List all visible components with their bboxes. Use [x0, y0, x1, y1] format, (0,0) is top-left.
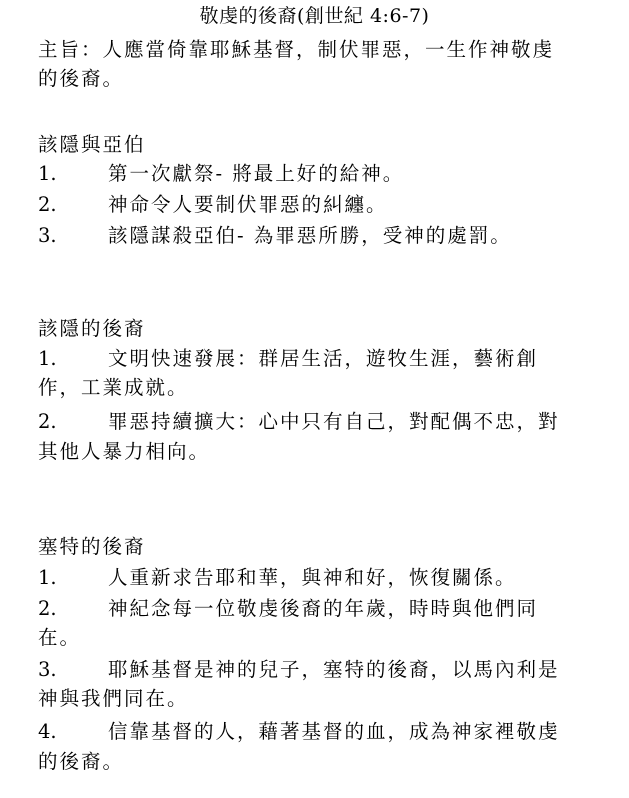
section-heading-cain-abel: 該隱與亞伯	[38, 133, 146, 156]
list-item-continuation: 其他人暴力相向。	[38, 440, 211, 463]
list-item-number: 4.	[38, 720, 57, 743]
list-item-text: 該隱謀殺亞伯- 為罪惡所勝，受神的處罰。	[108, 224, 512, 247]
list-item-text: 神紀念每一位敬虔後裔的年歲，時時與他們同	[108, 597, 539, 620]
list-item-number: 3.	[38, 224, 57, 247]
theme-line-1: 主旨：人應當倚靠耶穌基督，制伏罪惡，一生作神敬虔	[38, 38, 555, 61]
list-item-number: 3.	[38, 658, 57, 681]
list-item-number: 1.	[38, 566, 57, 589]
list-item-number: 2.	[38, 597, 57, 620]
list-item	[38, 221, 616, 250]
list-item-text: 文明快速發展：群居生活，遊牧生涯，藝術創	[108, 347, 539, 370]
list-item	[38, 190, 616, 219]
list-item-continuation: 的後裔。	[38, 750, 125, 773]
list-item-number: 2.	[38, 193, 57, 216]
list-item-continuation: 在。	[38, 626, 82, 649]
list-item-text: 第一次獻祭- 將最上好的給神。	[108, 162, 405, 185]
list-item-continuation: 神與我們同在。	[38, 687, 189, 710]
list-item-continuation: 作，工業成就。	[38, 376, 189, 399]
list-item-text: 信靠基督的人，藉著基督的血，成為神家裡敬虔	[108, 720, 560, 743]
list-item	[38, 594, 616, 623]
section-heading-cain-descendants: 該隱的後裔	[38, 317, 146, 340]
list-item-number: 1.	[38, 162, 57, 185]
list-item	[38, 344, 616, 373]
section-heading-seth-descendants: 塞特的後裔	[38, 535, 146, 558]
list-item	[38, 655, 616, 684]
list-item	[38, 717, 616, 746]
list-item	[38, 407, 616, 436]
document-title: 敬虔的後裔(創世紀 4:6-7)	[199, 5, 430, 27]
list-item-text: 耶穌基督是神的兒子，塞特的後裔，以馬內利是	[108, 658, 560, 681]
list-item	[38, 159, 616, 188]
theme-line-2: 的後裔。	[38, 67, 125, 90]
list-item-text: 罪惡持續擴大：心中只有自己，對配偶不忠，對	[108, 410, 560, 433]
list-item-number: 2.	[38, 410, 57, 433]
list-item-text: 人重新求告耶和華，與神和好，恢復關係。	[108, 566, 517, 589]
list-item-number: 1.	[38, 347, 57, 370]
list-item-text: 神命令人要制伏罪惡的糾纏。	[108, 193, 388, 216]
list-item	[38, 563, 616, 592]
